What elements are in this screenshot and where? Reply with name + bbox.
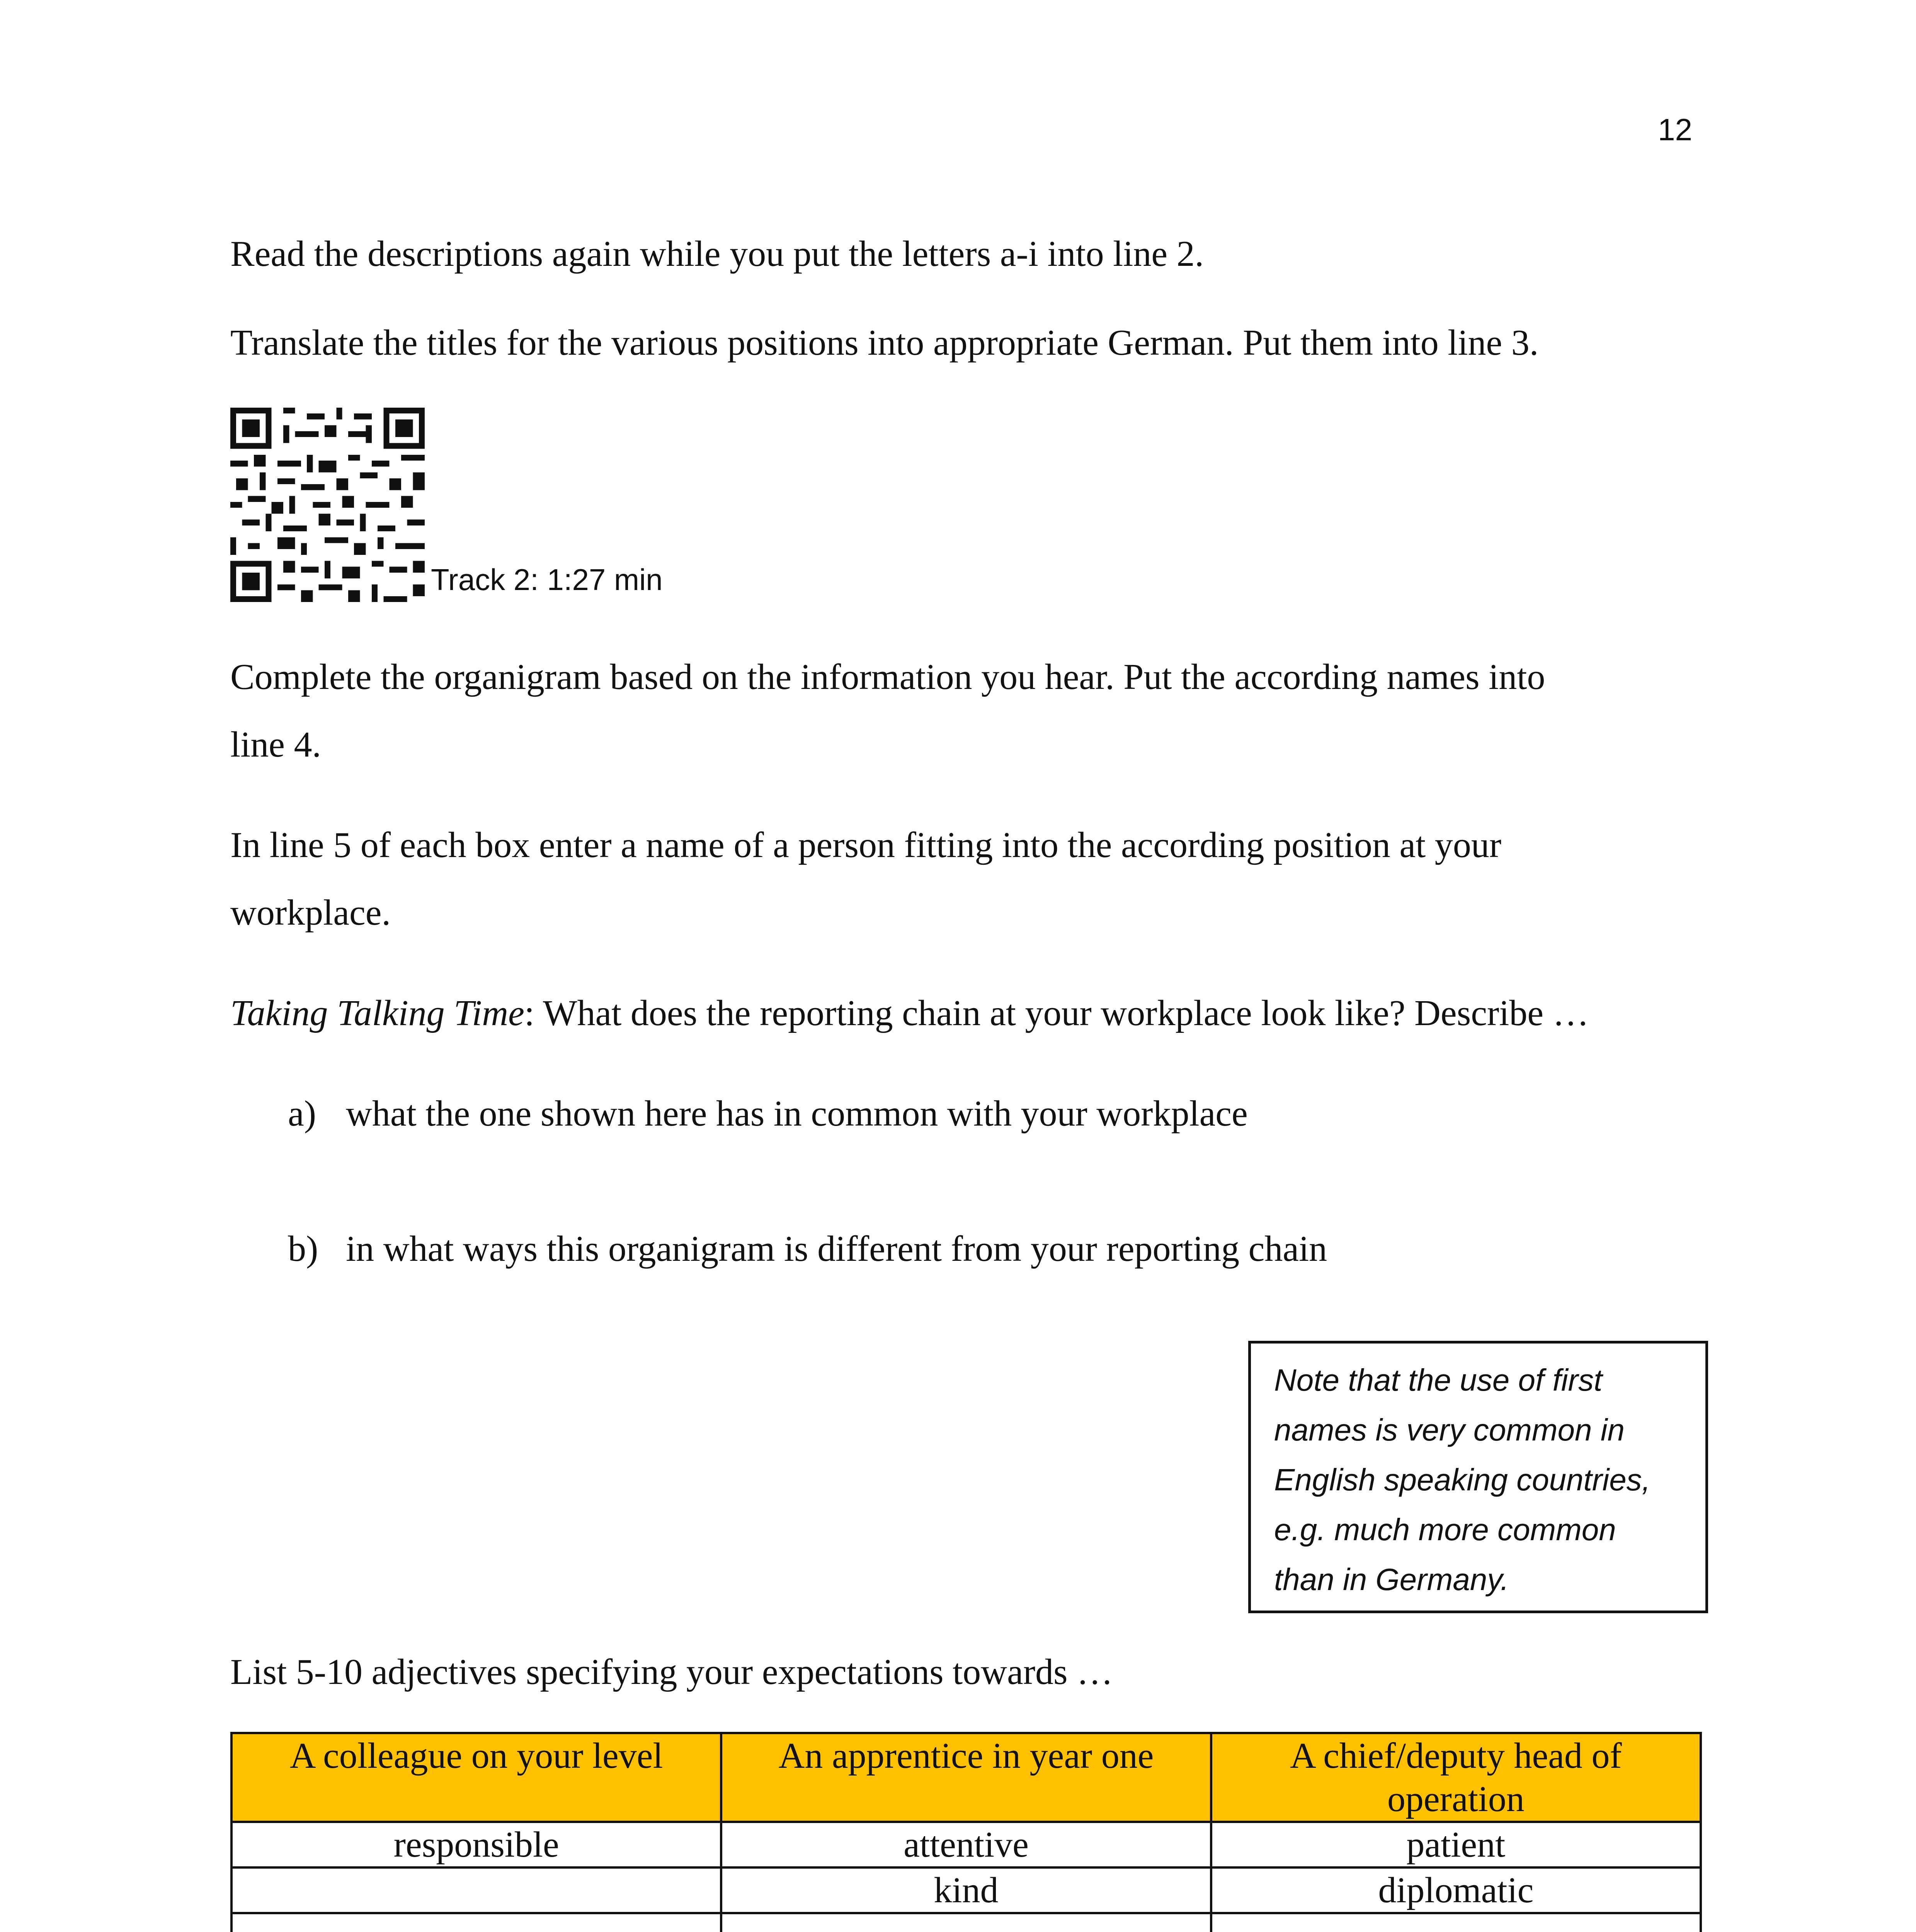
table-cell[interactable] xyxy=(231,1913,721,1932)
instruction-letters: Read the descriptions again while you put the letters a-i into line 2. xyxy=(230,234,1204,274)
note-box xyxy=(1248,1341,1708,1613)
audio-track-label: Track 2: 1:27 min xyxy=(431,563,663,597)
table-row xyxy=(231,1822,1701,1867)
table-cell[interactable]: patient xyxy=(1211,1822,1701,1867)
describe-item-marker: a) xyxy=(288,1094,316,1134)
note-line: Note that the use of first xyxy=(1274,1363,1603,1397)
note-line: e.g. much more common xyxy=(1274,1512,1616,1547)
header-apprentice: An apprentice in year one xyxy=(721,1733,1211,1822)
describe-item-text: what the one shown here has in common with your workplace xyxy=(346,1094,1248,1134)
describe-item-b xyxy=(288,1215,1327,1282)
talking-time-text: : What does the reporting chain at your workplace look like? Describe … xyxy=(524,993,1589,1033)
describe-item-a xyxy=(288,1080,1248,1147)
note-line: than in Germany. xyxy=(1274,1562,1509,1597)
instruction-complete-line2: line 4. xyxy=(230,724,321,765)
instruction-line5-line1: In line 5 of each box enter a name of a person fitting into the according position at your xyxy=(230,825,1501,865)
header-chief: A chief/deputy head of operation xyxy=(1211,1733,1701,1822)
table-row xyxy=(231,1913,1701,1932)
table-cell[interactable] xyxy=(721,1913,1211,1932)
table-cell[interactable]: attentive xyxy=(721,1822,1211,1867)
table-cell[interactable]: responsible xyxy=(231,1822,721,1867)
table-header-row xyxy=(231,1733,1701,1822)
describe-item-marker: b) xyxy=(288,1229,318,1269)
table-row xyxy=(231,1867,1701,1913)
instruction-translate: Translate the titles for the various positions into appropriate German. Put them into line 3. xyxy=(230,323,1539,363)
qr-code-icon[interactable] xyxy=(230,408,425,602)
table-cell[interactable] xyxy=(1211,1913,1701,1932)
table-cell[interactable]: diplomatic xyxy=(1211,1867,1701,1913)
talking-time-prompt xyxy=(230,980,1589,1047)
table-cell[interactable] xyxy=(231,1867,721,1913)
adjectives-table xyxy=(230,1732,1702,1932)
header-colleague: A colleague on your level xyxy=(231,1733,721,1822)
describe-item-text: in what ways this organigram is different from your reporting chain xyxy=(346,1229,1327,1269)
list-instruction: List 5-10 adjectives specifying your expectations towards … xyxy=(230,1652,1113,1692)
table-cell[interactable]: kind xyxy=(721,1867,1211,1913)
instruction-line5-line2: workplace. xyxy=(230,893,391,933)
page-number: 12 xyxy=(1658,112,1692,147)
note-line: names is very common in xyxy=(1274,1413,1625,1447)
instruction-complete-line1: Complete the organigram based on the information you hear. Put the according names into xyxy=(230,657,1545,697)
talking-time-label: Taking Talking Time xyxy=(230,993,524,1033)
note-line: English speaking countries, xyxy=(1274,1463,1651,1497)
